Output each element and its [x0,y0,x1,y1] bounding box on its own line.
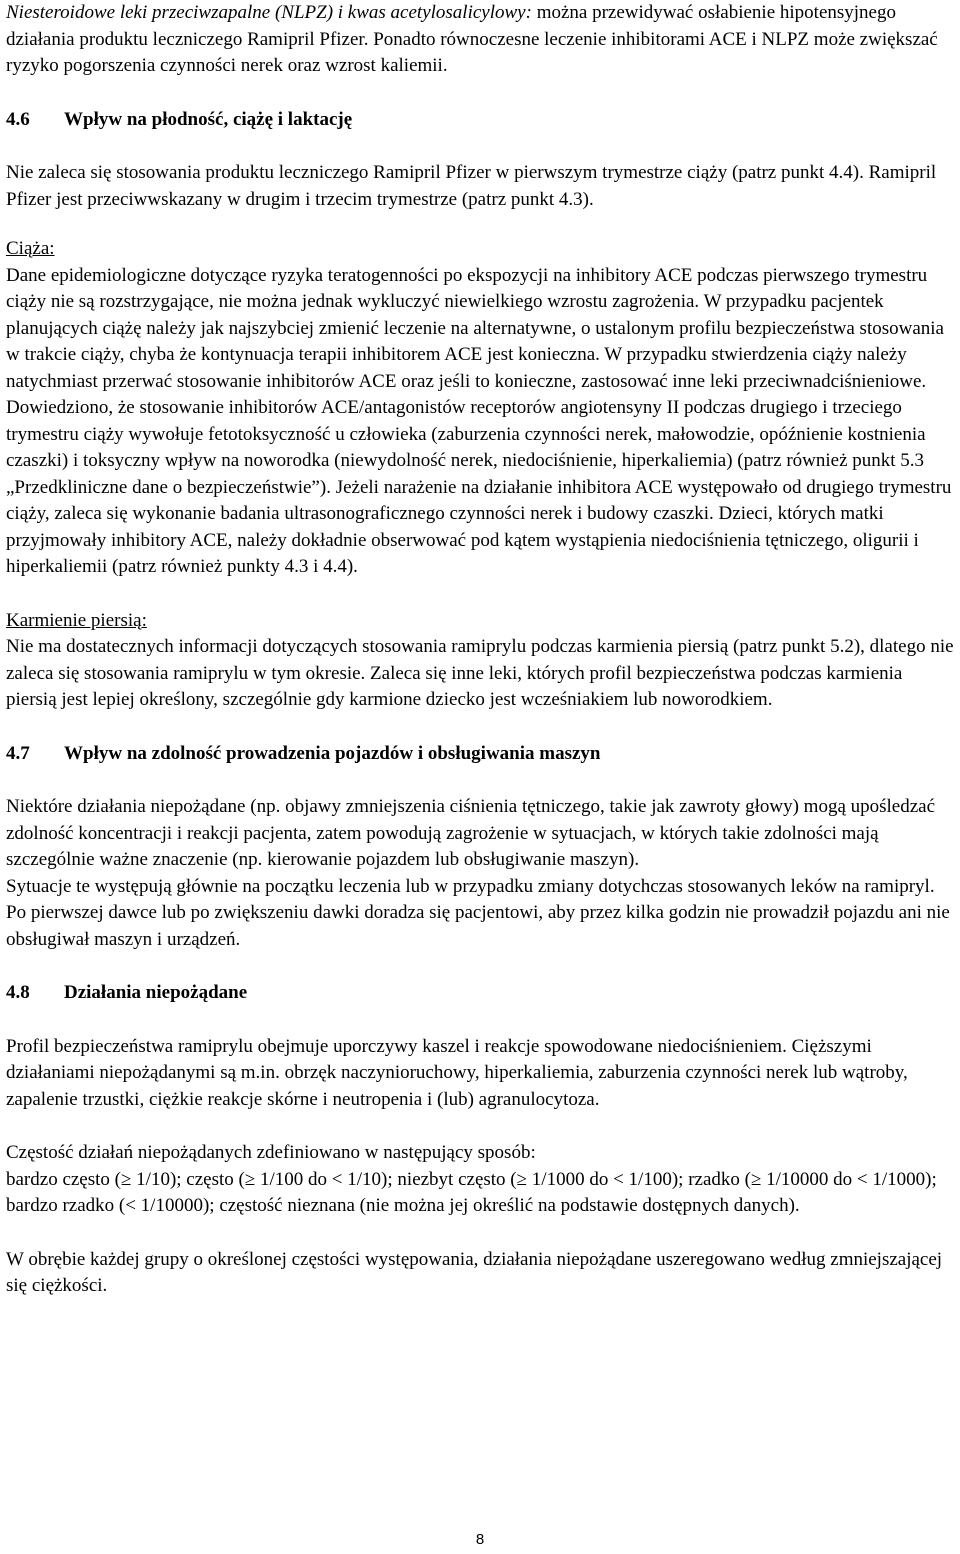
section-number: 4.6 [6,108,30,130]
section-4-8-paragraph-3: W obrębie każdej grupy o określonej częstości występowania, działania niepożądane uszeregowano według zmniejszającej się ciężkości. [6,1248,943,1296]
section-4-6-heading [6,107,956,134]
intro-paragraph [6,0,956,80]
section-4-8-heading [6,980,956,1007]
section-4-6-paragraph: Nie zaleca się stosowania produktu leczniczego Ramipril Pfizer w pierwszym trymestrze ciąży (patrz punkt 4.4). Ramipril Pfizer jest przeciwwskazany w drugim i trzecim trymestrze (patrz punkt 4.3). [6,162,937,210]
breastfeeding-paragraph: Nie ma dostatecznych informacji dotyczących stosowania ramiprylu podczas karmienia piersią (patrz punkt 5.2), dlatego nie zaleca się stosowania ramiprylu w tym okresie. Zaleca się inne leki, których profil bezpieczeństwa podczas karmienia piersią jest lepiej określony, szczególnie gdy karmione dziecko jest wcześniakiem lub noworodkiem. [6,636,954,710]
page-number: 8 [475,1531,485,1548]
breastfeeding-subheading: Karmienie piersią: [6,609,147,631]
section-4-7-paragraph-2: Sytuacje te występują głównie na początku leczenia lub w przypadku zmiany dotychczas stosowanych leków na ramipryl. Po pierwszej dawce lub po zwiększeniu dawki doradza się pacjentowi, aby przez kilka godzin nie prowadził pojazdu ani nie obsługiwał maszyn i urządzeń. [6,875,950,950]
pregnancy-paragraph: Dane epidemiologiczne dotyczące ryzyka teratogenności po ekspozycji na inhibitory ACE podczas pierwszego trymestru ciąży nie są rozstrzygające, nie można jednak wykluczyć niewielkiego wzrostu zagrożenia. W przypadku pacjentek planujących ciążę należy jak najszybciej zmienić leczenie na alternatywne, o ustalonym profilu bezpieczeństwa stosowania w trakcie ciąży, chyba że kontynuacja terapii inhibitorem ACE jest konieczna. W przypadku stwierdzenia ciąży należy natychmiast przerwać stosowanie inhibitorów ACE oraz jeśli to konieczne, zastosować inne leki przeciwnadciśnieniowe. Dowiedziono, że stosowanie inhibitorów ACE/antagonistów receptorów angiotensyny II podczas drugiego i trzeciego trymestru ciąży wywołuje fetotoksyczność u człowieka (zaburzenia czynności nerek, małowodzie, opóźnienie kostnienia czaszki) i toksyczny wpływ na noworodka (niewydolność nerek, niedociśnienie, hiperkaliemia) (patrz również punkt 5.3 „Przedkliniczne dane o bezpieczeństwie”). Jeżeli narażenie na działanie inhibitora ACE występowało od drugiego trymestru ciąży, zaleca się wykonanie badania ultrasonograficznego czynności nerek i budowy czaszki. Dzieci, których matki przyjmowały inhibitory ACE, należy dokładnie obserwować pod kątem wystąpienia niedociśnienia tętniczego, oligurii i hiperkaliemii (patrz również punkty 4.3 i 4.4). [6,264,952,577]
document-page [6,0,956,1300]
section-title: Wpływ na płodność, ciążę i laktację [64,108,353,130]
section-title: Wpływ na zdolność prowadzenia pojazdów i obsługiwania maszyn [64,742,601,764]
section-number: 4.7 [6,742,30,764]
section-title: Działania niepożądane [64,982,248,1003]
intro-italic-lead: Niesteroidowe leki przeciwzapalne (NLPZ) i kwas acetylosalicylowy: [6,2,532,23]
section-4-7-paragraph-1: Niektóre działania niepożądane (np. objawy zmniejszenia ciśnienia tętniczego, takie jak zawroty głowy) mogą upośledzać zdolność koncentracji i reakcji pacjenta, zatem powodują zagrożenie w sytuacjach, w których takie zdolności mają szczególnie ważne znaczenie (np. kierowanie pojazdem lub obsługiwanie maszyn). [6,796,936,870]
section-4-8-paragraph-1: Profil bezpieczeństwa ramiprylu obejmuje uporczywy kaszel i reakcje spowodowane niedociśnieniem. Cięższymi działaniami niepożądanymi są m.in. obrzęk naczynioruchowy, hiperkaliemia, zaburzenia czynności nerek lub wątroby, zapalenie trzustki, ciężkie reakcje skórne i neutropenia i (lub) agranulocytoza. [6,1035,908,1110]
section-4-7-heading [6,741,956,768]
section-number: 4.8 [6,982,30,1003]
frequency-definitions: bardzo często (≥ 1/10); często (≥ 1/100 do < 1/10); niezbyt często (≥ 1/1000 do < 1/100); rzadko (≥ 1/10000 do < 1/1000); bardzo rzadko (< 1/10000); częstość nieznana (nie można jej określić na podstawie dostępnych danych). [6,1168,937,1216]
intro-text: można przewidywać osłabienie hipotensyjnego działania produktu leczniczego Ramipril Pfizer. Ponadto równoczesne leczenie inhibitorami ACE i NLPZ może zwiększać ryzyko pogorszenia czynności nerek oraz wzrost kaliemii. [6,2,938,76]
frequency-intro: Częstość działań niepożądanych zdefiniowano w następujący sposób: [6,1142,536,1163]
pregnancy-subheading: Ciąża: [6,238,55,259]
